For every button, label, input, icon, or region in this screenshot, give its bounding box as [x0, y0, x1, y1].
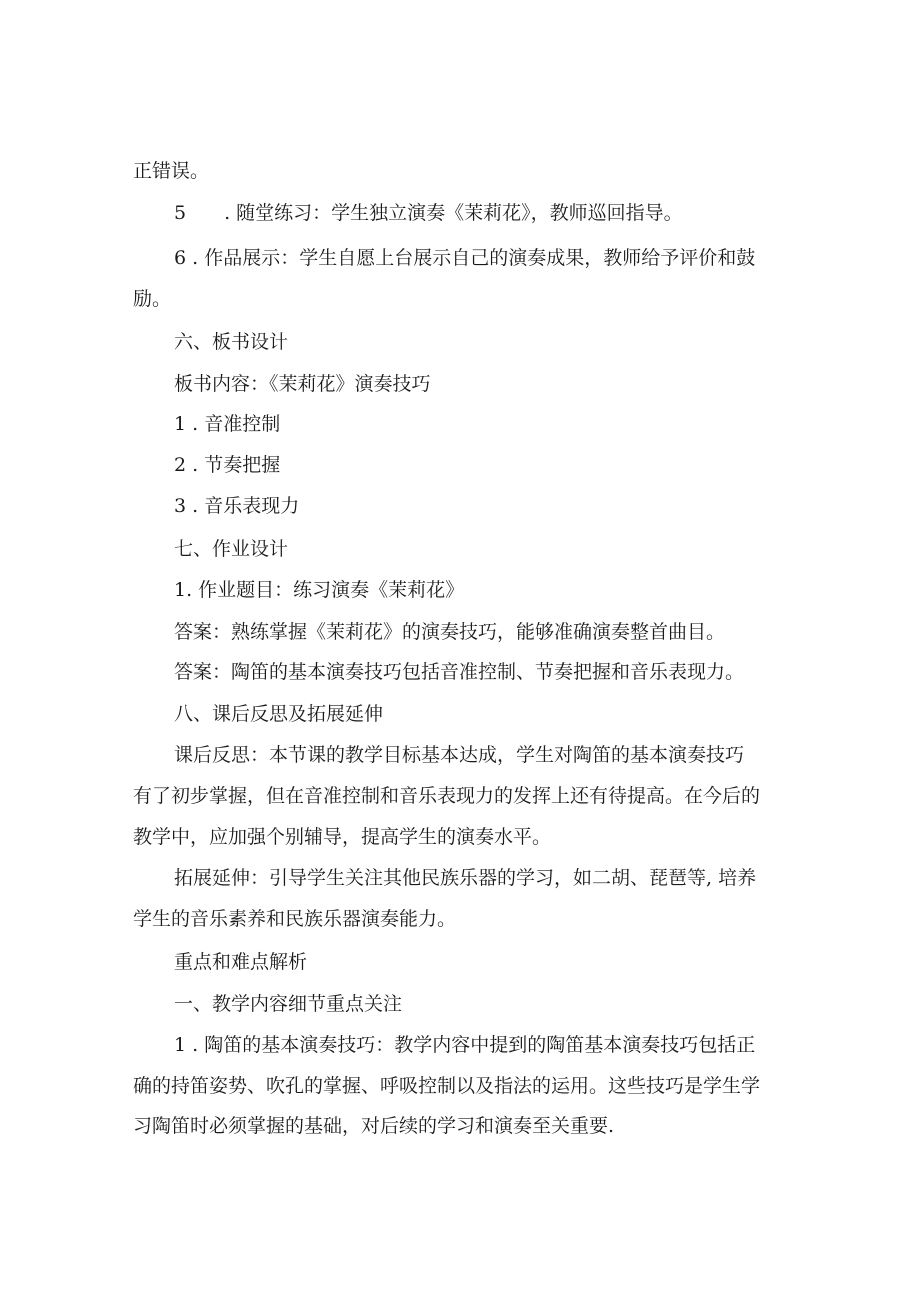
section-heading: 一、教学内容细节重点关注 [174, 993, 403, 1015]
text-line: 答案：陶笛的基本演奏技巧包括音准控制、节奏把握和音乐表现力。 [174, 661, 745, 683]
text-line: 拓展延伸：引导学生关注其他民族乐器的学习，如二胡、琵琶等, 培养 [174, 867, 757, 889]
section-heading: 八、课后反思及拓展延伸 [174, 703, 384, 725]
list-item: 3 . 音乐表现力 [174, 495, 300, 517]
list-item: 2 . 节奏把握 [174, 454, 281, 476]
text-line: 有了初步掌握，但在音准控制和音乐表现力的发挥上还有待提高。在今后的 [133, 785, 761, 807]
text-line: 励。 [133, 288, 172, 310]
section-heading: 六、板书设计 [174, 331, 289, 353]
text-line: 学生的音乐素养和民族乐器演奏能力。 [133, 908, 457, 930]
list-item: 1. 作业题目：练习演奏《茉莉花》 [174, 579, 465, 601]
text-line: 课后反思：本节课的教学目标基本达成，学生对陶笛的基本演奏技巧 [174, 744, 745, 766]
section-heading: 七、作业设计 [174, 538, 289, 560]
list-item: 5 . 随堂练习：学生独立演奏《茉莉花》，教师巡回指导。 [174, 202, 683, 224]
text-line: 习陶笛时必须掌握的基础，对后续的学习和演奏至关重要. [133, 1115, 615, 1137]
text-line: 确的持笛姿势、吹孔的掌握、呼吸控制以及指法的运用。这些技巧是学生学 [133, 1075, 761, 1097]
text-line: 答案：熟练掌握《茉莉花》的演奏技巧，能够准确演奏整首曲目。 [174, 621, 726, 643]
list-item: 6 . 作品展示：学生自愿上台展示自己的演奏成果，教师给予评价和鼓 [174, 247, 756, 269]
text-line: 教学中，应加强个别辅导，提高学生的演奏水平。 [133, 826, 552, 848]
section-heading: 重点和难点解析 [174, 951, 308, 973]
list-item: 1 . 陶笛的基本演奏技巧：教学内容中提到的陶笛基本演奏技巧包括正 [174, 1034, 756, 1056]
list-item: 1 . 音准控制 [174, 413, 281, 435]
text-line: 正错误。 [133, 160, 210, 182]
text-line: 板书内容：《茉莉花》演奏技巧 [174, 373, 431, 395]
